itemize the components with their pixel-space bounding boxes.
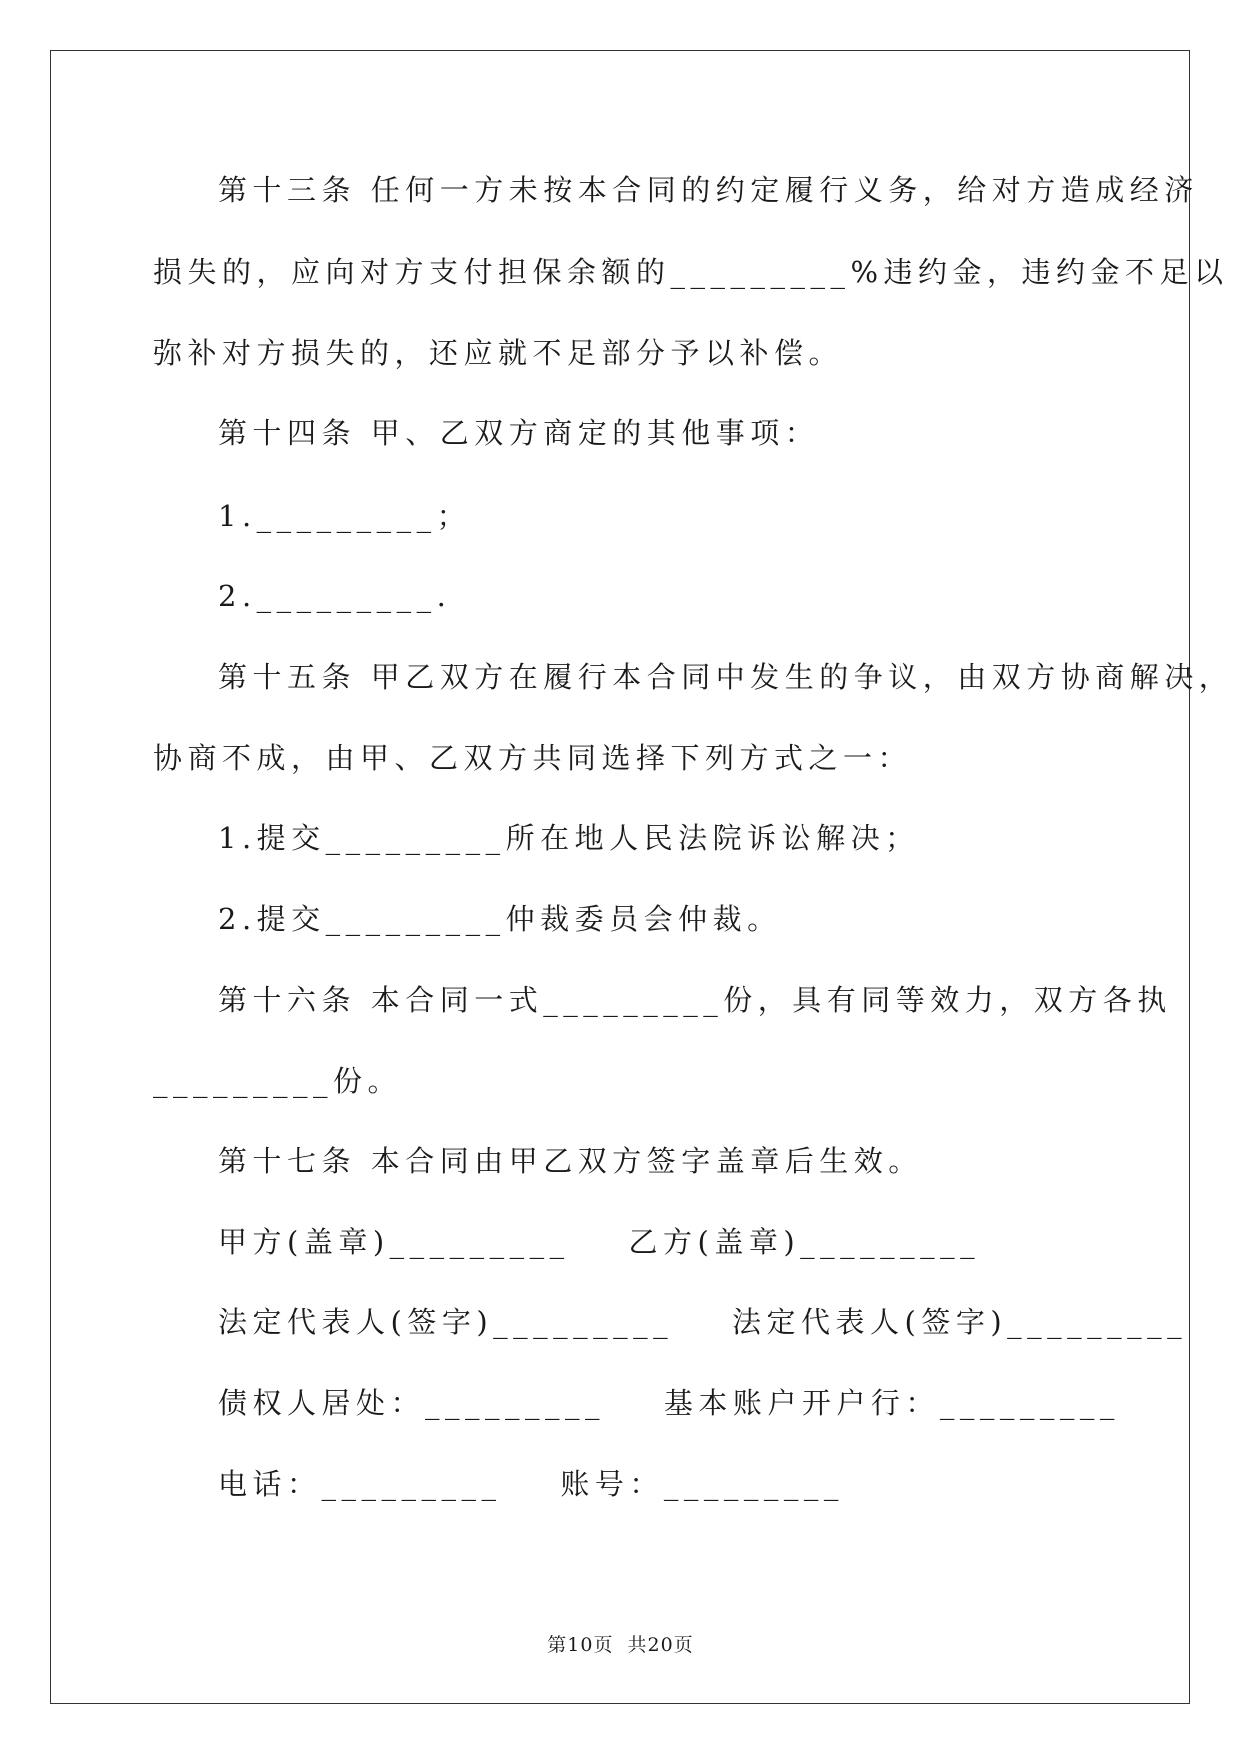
article-13-line-1: 第十三条 任何一方未按本合同的约定履行义务，给对方造成经济 — [218, 173, 1199, 207]
article-16-line-1: 第十六条 本合同一式_________份，具有同等效力，双方各执 — [218, 983, 1172, 1017]
signature-phone-line: 电话：_________ 账号：_________ — [218, 1467, 844, 1501]
article-15-item-2: 2.提交_________仲裁委员会仲裁。 — [218, 902, 782, 936]
article-14-item-2: 2._________. — [218, 579, 452, 613]
article-13-line-3: 弥补对方损失的，还应就不足部分予以补偿。 — [153, 336, 844, 370]
signature-rep-line: 法定代表人(签字)_________ 法定代表人(签字)_________ — [218, 1305, 1188, 1339]
signature-address-line: 债权人居处：_________ 基本账户开户行：_________ — [218, 1386, 1120, 1420]
article-15-item-1: 1.提交_________所在地人民法院诉讼解决； — [218, 821, 920, 855]
article-13-line-2: 损失的，应向对方支付担保余额的_________%违约金，违约金不足以 — [153, 255, 1229, 289]
article-14-item-1: 1._________； — [218, 499, 472, 533]
article-14-heading: 第十四条 甲、乙双方商定的其他事项： — [218, 416, 820, 450]
page-frame — [50, 50, 1190, 1704]
page-number: 第10页 共20页 — [547, 1634, 694, 1656]
signature-seal-line: 甲方(盖章)_________ 乙方(盖章)_________ — [218, 1225, 981, 1259]
article-16-line-2: _________份。 — [153, 1064, 403, 1098]
article-15-line-1: 第十五条 甲乙双方在履行本合同中发生的争议，由双方协商解决， — [218, 660, 1234, 694]
article-15-line-2: 协商不成，由甲、乙双方共同选择下列方式之一： — [153, 741, 913, 775]
article-17: 第十七条 本合同由甲乙双方签字盖章后生效。 — [218, 1144, 923, 1178]
